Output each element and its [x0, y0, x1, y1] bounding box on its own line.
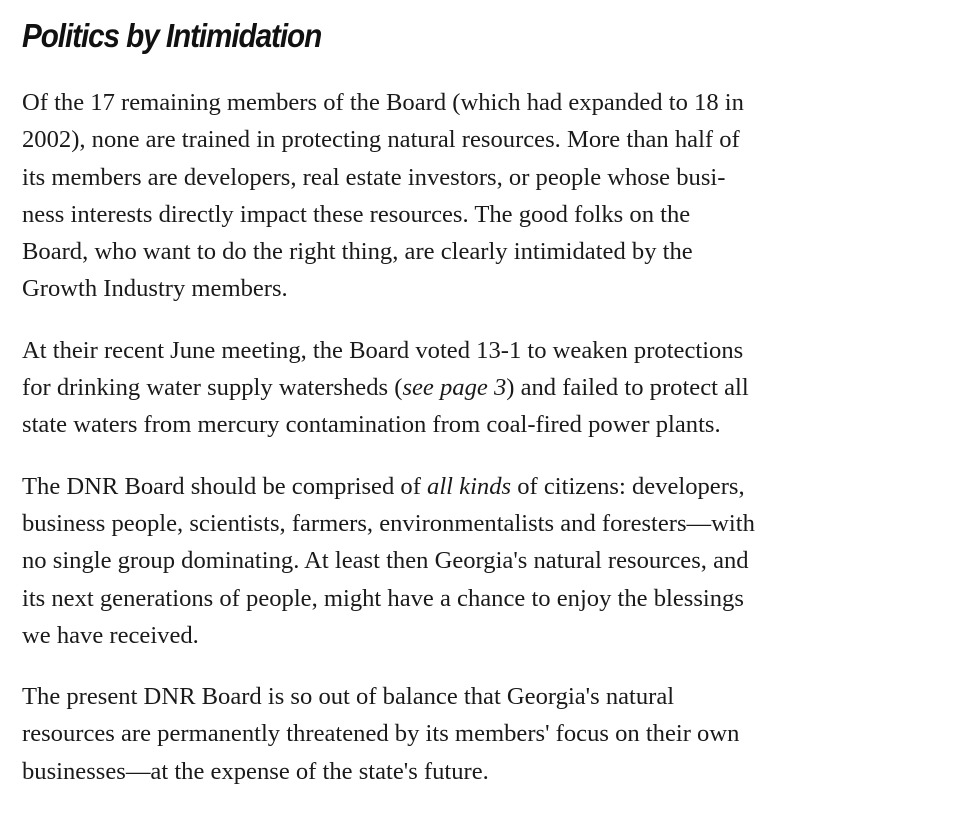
- text-line: Board, who want to do the right thing, are clearly intimidated by the: [22, 238, 693, 266]
- text-line: At their recent June meeting, the Board voted 13-1 to weaken protections: [22, 336, 744, 364]
- text-line: business people, scientists, farmers, environmentalists and foresters—with: [22, 509, 755, 537]
- text-line: we have received.: [22, 621, 199, 649]
- text-line: ness interests directly impact these resources. The good folks on the: [22, 200, 691, 228]
- page-reference: see page 3: [402, 374, 507, 402]
- text-line: no single group dominating. At least then Georgia's natural resources, and: [22, 547, 749, 575]
- text-line: resources are permanently threatened by its members' focus on their own: [22, 720, 740, 748]
- paragraph-june-meeting: [22, 332, 927, 444]
- article: [22, 14, 927, 814]
- paragraph-conclusion: [22, 678, 927, 790]
- text-line: Growth Industry members.: [22, 275, 288, 303]
- emphasis-text: all kinds: [427, 472, 512, 500]
- paragraph-board-composition: [22, 84, 927, 308]
- paragraph-board-diversity: [22, 468, 927, 654]
- text-line: Of the 17 remaining members of the Board (which had expanded to 18 in: [22, 89, 744, 116]
- text-segment: ) and failed to protect all: [506, 374, 749, 402]
- text-line: its members are developers, real estate investors, or people whose busi-: [22, 163, 726, 191]
- text-line: 2002), none are trained in protecting natural resources. More than half of: [22, 126, 740, 154]
- text-segment: for drinking water supply watersheds (: [22, 374, 403, 402]
- text-segment: of citizens: developers,: [511, 472, 745, 500]
- article-heading: Politics by Intimidation: [22, 17, 322, 54]
- text-segment: The DNR Board should be comprised of: [22, 472, 428, 500]
- text-line: its next generations of people, might have a chance to enjoy the blessings: [22, 584, 744, 612]
- text-line: The present DNR Board is so out of balance that Georgia's natural: [22, 683, 675, 711]
- text-line: [22, 369, 927, 406]
- text-line: state waters from mercury contamination from coal-fired power plants.: [22, 411, 721, 439]
- text-line: [22, 468, 927, 505]
- text-line: businesses—at the expense of the state's future.: [22, 757, 489, 785]
